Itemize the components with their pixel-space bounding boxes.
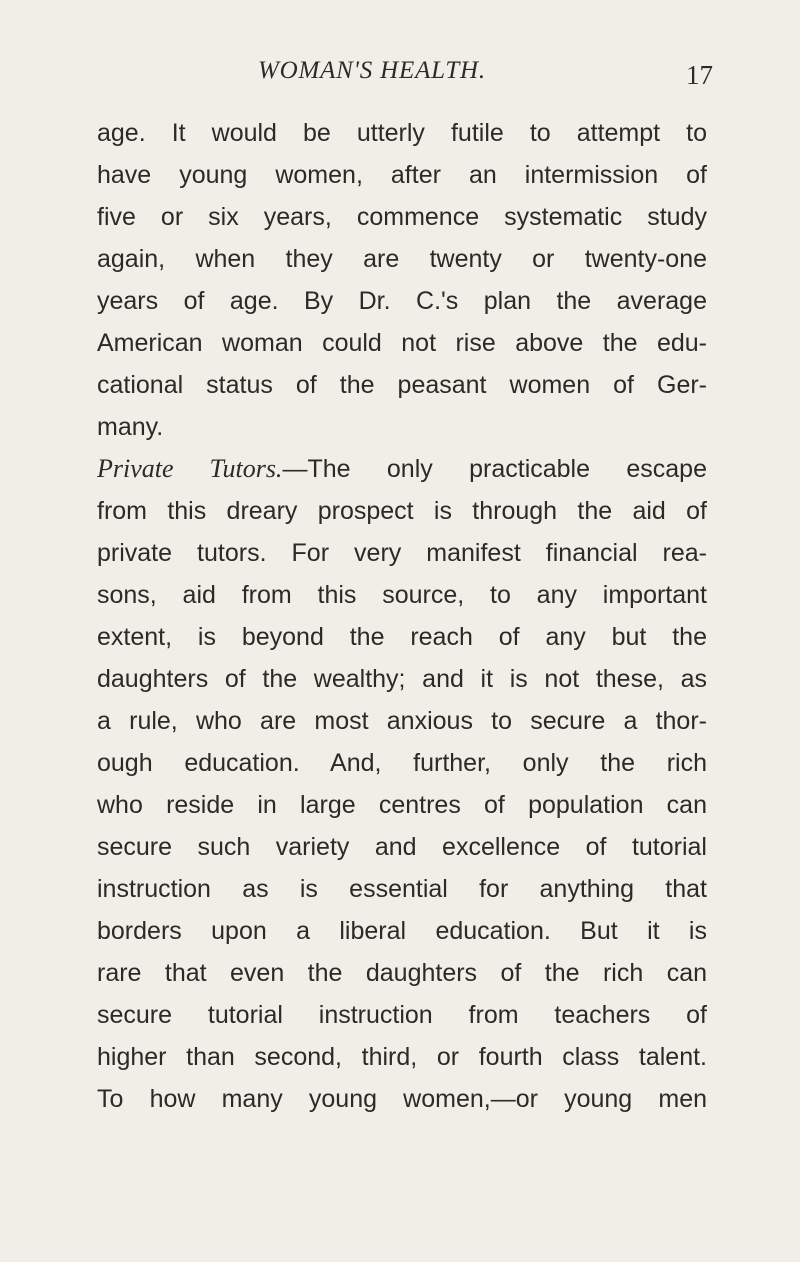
running-head: WOMAN'S HEALTH. — [258, 57, 486, 84]
text-line: a rule, who are most anxious to secure a thor- — [97, 707, 707, 735]
text-line: again, when they are twenty or twenty-one — [97, 245, 707, 273]
text-line: who reside in large centres of population can — [97, 791, 707, 819]
text-line: ough education. And, further, only the rich — [97, 749, 707, 777]
text-line: instruction as is essential for anything that — [97, 875, 707, 903]
text-line: extent, is beyond the reach of any but the — [97, 623, 707, 651]
text-line: borders upon a liberal education. But it is — [97, 917, 707, 945]
section-heading: Private Tutors. — [97, 454, 283, 483]
text-line: five or six years, commence systematic study — [97, 203, 707, 231]
text-line: from this dreary prospect is through the aid of — [97, 497, 707, 525]
page-number: 17 — [686, 60, 713, 90]
text-line: private tutors. For very manifest financial rea- — [97, 539, 707, 567]
text-line: rare that even the daughters of the rich can — [97, 959, 707, 987]
text-line: sons, aid from this source, to any important — [97, 581, 707, 609]
text-line: daughters of the wealthy; and it is not these, as — [97, 665, 707, 693]
text-line: American woman could not rise above the edu- — [97, 329, 707, 357]
text-line: age. It would be utterly futile to attempt to — [97, 119, 707, 147]
text-line: secure such variety and excellence of tutorial — [97, 833, 707, 861]
text-line: To how many young women,—or young men — [97, 1085, 707, 1113]
text-line: —The only practicable escape — [282, 455, 707, 483]
text-line: years of age. By Dr. C.'s plan the average — [97, 287, 707, 315]
section-heading-line — [97, 448, 707, 490]
text-line: cational status of the peasant women of Ger- — [97, 371, 707, 399]
text-line: higher than second, third, or fourth class talent. — [97, 1043, 707, 1071]
text-line: have young women, after an intermission of — [97, 161, 707, 189]
text-line: secure tutorial instruction from teachers of — [97, 1001, 707, 1029]
text-line: many. — [97, 413, 164, 441]
page-header — [0, 55, 800, 95]
